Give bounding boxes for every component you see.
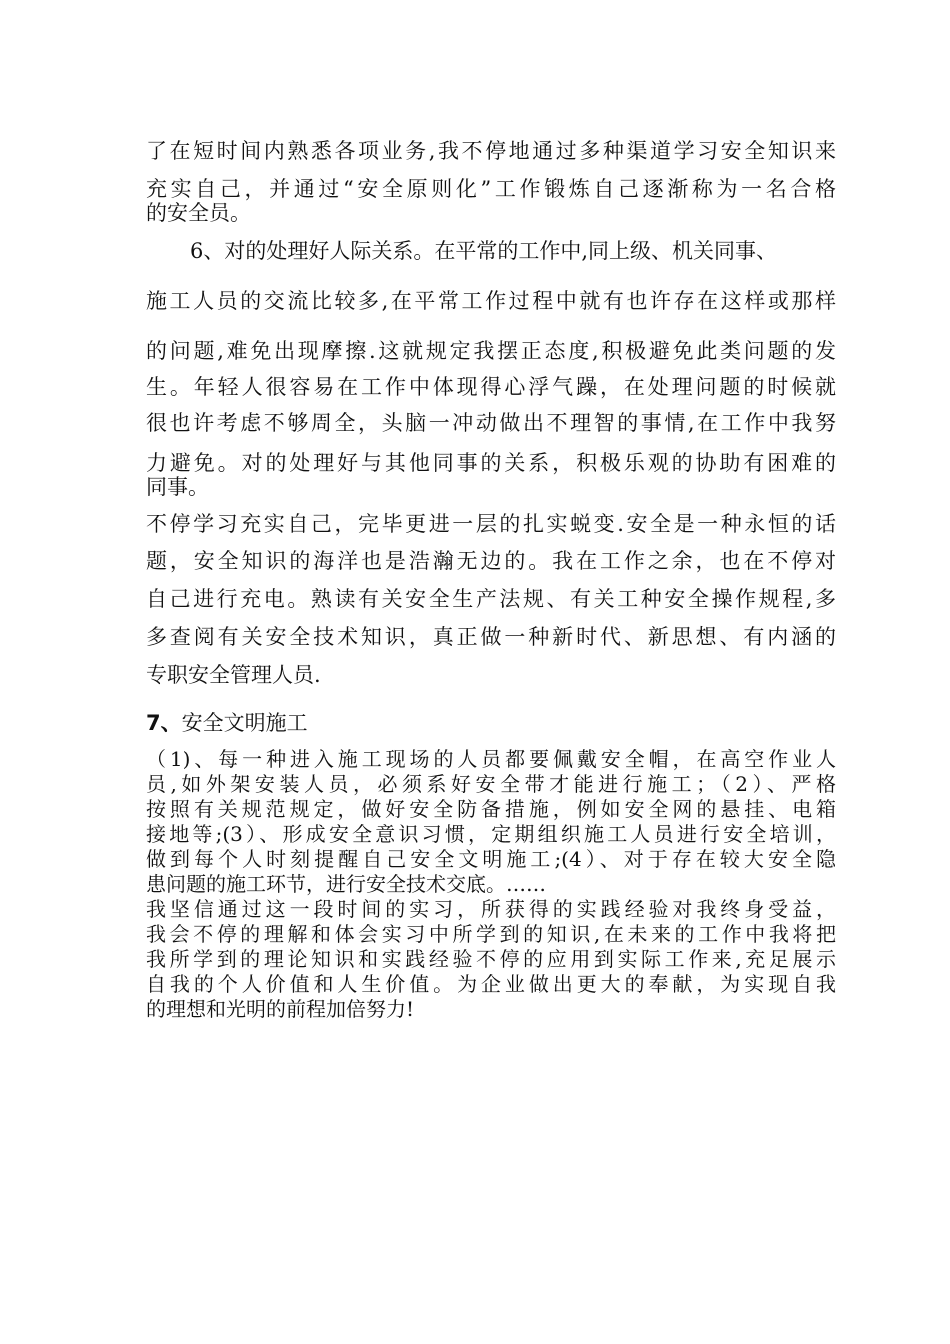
paragraph-line: 6、对的处理好人际关系。在平常的工作中,同上级、机关同事、 [190,239,778,263]
paragraph-line: 自我的个人价值和人生价值。为企业做出更大的奉献，为实现自我 [146,972,836,996]
paragraph-line: 的问题,难免出现摩擦.这就规定我摆正态度,积极避免此类问题的发 [146,339,836,363]
paragraph-line: 多查阅有关安全技术知识，真正做一种新时代、新思想、有内涵的 [146,625,836,649]
paragraph-line: 我所学到的理论知识和实践经验不停的应用到实际工作来,充足展示 [146,947,836,971]
paragraph-line: 按照有关规范规定，做好安全防备措施，例如安全网的悬挂、电箱 [146,797,836,821]
paragraph-line: 员,如外架安装人员，必须系好安全带才能进行施工；（2）、严格 [146,772,836,796]
section-title: 安全文明施工 [181,711,308,735]
paragraph-line: 的安全员。 [146,201,251,225]
section-heading [146,710,836,736]
paragraph-line: 专职安全管理人员. [146,663,321,687]
section-number: 7、 [146,711,182,735]
paragraph-line: 了在短时间内熟悉各项业务,我不停地通过多种渠道学习安全知识来 [146,139,836,163]
paragraph-line: 力避免。对的处理好与其他同事的关系，积极乐观的协助有困难的 [146,451,836,475]
paragraph-line: 生。年轻人很容易在工作中体现得心浮气躁，在处理问题的时候就 [146,375,836,399]
paragraph-line: 不停学习充实自己，完毕更进一层的扎实蜕变.安全是一种永恒的话 [146,512,836,536]
paragraph-line: 的理想和光明的前程加倍努力! [146,997,415,1021]
paragraph-line: 很也许考虑不够周全，头脑一冲动做出不理智的事情,在工作中我努 [146,411,836,435]
paragraph-line: 患问题的施工环节，进行安全技术交底。…… [146,872,546,896]
paragraph-line: 施工人员的交流比较多,在平常工作过程中就有也许存在这样或那样 [146,289,836,313]
paragraph-line: 接地等;(3）、形成安全意识习惯，定期组织施工人员进行安全培训， [146,822,836,846]
paragraph-line: 我坚信通过这一段时间的实习，所获得的实践经验对我终身受益， [146,897,836,921]
paragraph-line: 同事。 [146,475,209,499]
paragraph-line: 自己进行充电。熟读有关安全生产法规、有关工种安全操作规程,多 [146,587,836,611]
paragraph-line: 做到每个人时刻提醒自己安全文明施工;(4）、对于存在较大安全隐 [146,847,836,871]
paragraph-line: 题，安全知识的海洋也是浩瀚无边的。我在工作之余，也在不停对 [146,549,836,573]
paragraph-line: （1)、每一种进入施工现场的人员都要佩戴安全帽，在高空作业人 [146,747,836,771]
paragraph-line: 充实自己，并通过“安全原则化”工作锻炼自己逐渐称为一名合格 [146,177,836,201]
paragraph-line: 我会不停的理解和体会实习中所学到的知识,在未来的工作中我将把 [146,922,836,946]
